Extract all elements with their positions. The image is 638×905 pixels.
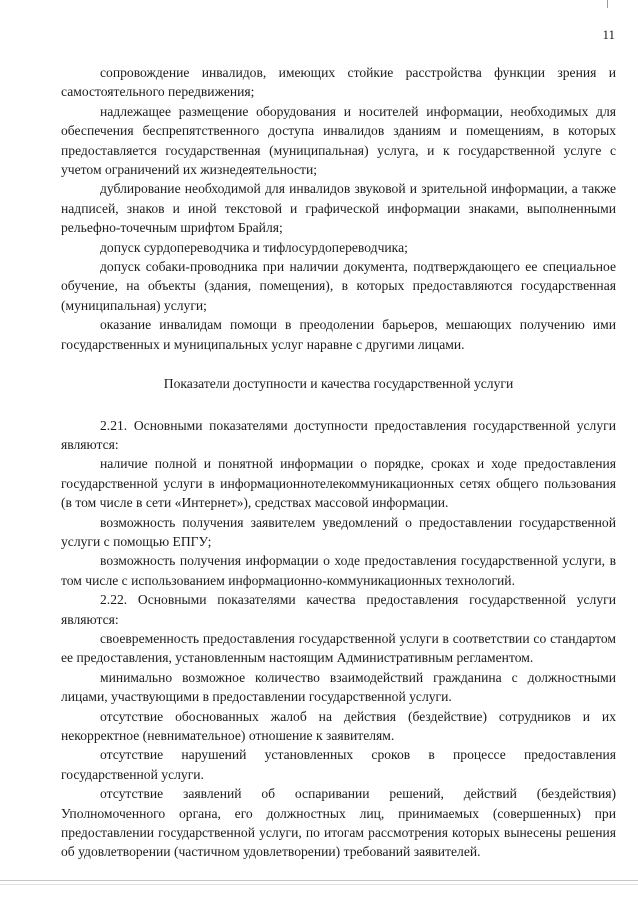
paragraph-escort-disabled: сопровождение инвалидов, имеющих стойкие расстройства функции зрения и самостоятельного передвижения;	[61, 65, 616, 100]
paragraph-full-information: наличие полной и понятной информации о порядке, сроках и ходе предоставления государственной услуги в информационнотелекоммуникационных сетях общего пользования (в том числе в сети «Интернет»), средствах массовой информации.	[61, 456, 616, 511]
paragraph-timeliness: своевременность предоставления государственной услуги в соответствии со стандартом ее предоставления, установленным настоящим Административным регламентом.	[61, 630, 616, 666]
scan-bottom-edge	[0, 880, 638, 881]
paragraph-sign-interpreter: допуск сурдопереводчика и тифлосурдопереводчика;	[100, 239, 408, 255]
page-number: 11	[602, 27, 615, 42]
paragraph-braille-duplication: дублирование необходимой для инвалидов звуковой и зрительной информации, а также надписей, знаков и иной текстовой и графической информации знаками, выполненными рельефно-точечным шрифтом Брайля;	[61, 181, 616, 236]
paragraph-2-21: 2.21. Основными показателями доступности предоставления государственной услуги являются:	[61, 417, 616, 452]
section-heading: Показатели доступности и качества государственной услуги	[163, 376, 514, 392]
paragraph-no-complaints: отсутствие обоснованных жалоб на действия (бездействие) сотрудников и их некорректное (невнимательное) отношение к заявителям.	[61, 708, 616, 743]
paragraph-no-appeals: отсутствие заявлений об оспаривании решений, действий (бездействия) Уполномоченного органа, его должностных лиц, принимаемых (совершенных) при предоставлении государственной услуги, по итогам рассмотрения которых вынесены решения об удовлетворении (частичном удовлетворении) требований заявителей.	[61, 786, 616, 860]
scan-edge-mark	[607, 0, 608, 8]
document-body	[61, 63, 616, 862]
paragraph-notifications-epgu: возможность получения заявителем уведомлений о предоставлении государственной услуги с помощью ЕПГУ;	[61, 514, 616, 549]
paragraph-guide-dog: допуск собаки-проводника при наличии документа, подтверждающего ее специальное обучение, на объекты (здания, помещения), в которых предоставляются государственная (муниципальная) услуги;	[61, 259, 616, 313]
paragraph-equipment-placement: надлежащее размещение оборудования и носителей информации, необходимых для обеспечения беспрепятственного доступа инвалидов зданиям и помещениям, в которых предоставляется государственная (муниципальная) услуга, и к государственной услуге с учетом ограничений их жизнедеятельности;	[61, 103, 616, 178]
paragraph-progress-info: возможность получения информации о ходе предоставления государственной услуги, в том числе с использованием информационно-коммуникационных технологий.	[61, 553, 616, 588]
paragraph-2-22: 2.22. Основными показателями качества предоставления государственной услуги являются:	[61, 592, 616, 627]
paragraph-min-interactions: минимально возможное количество взаимодействий гражданина с должностными лицами, участвующими в предоставлении государственной услуги.	[61, 669, 616, 705]
scan-bottom-edge-secondary	[0, 884, 638, 885]
paragraph-no-deadline-violations: отсутствие нарушений установленных сроков в процессе предоставления государственной услуги.	[61, 747, 616, 782]
paragraph-barrier-assistance: оказание инвалидам помощи в преодолении барьеров, мешающих получению ими государственных и муниципальных услуг наравне с другими лицами.	[61, 317, 616, 352]
